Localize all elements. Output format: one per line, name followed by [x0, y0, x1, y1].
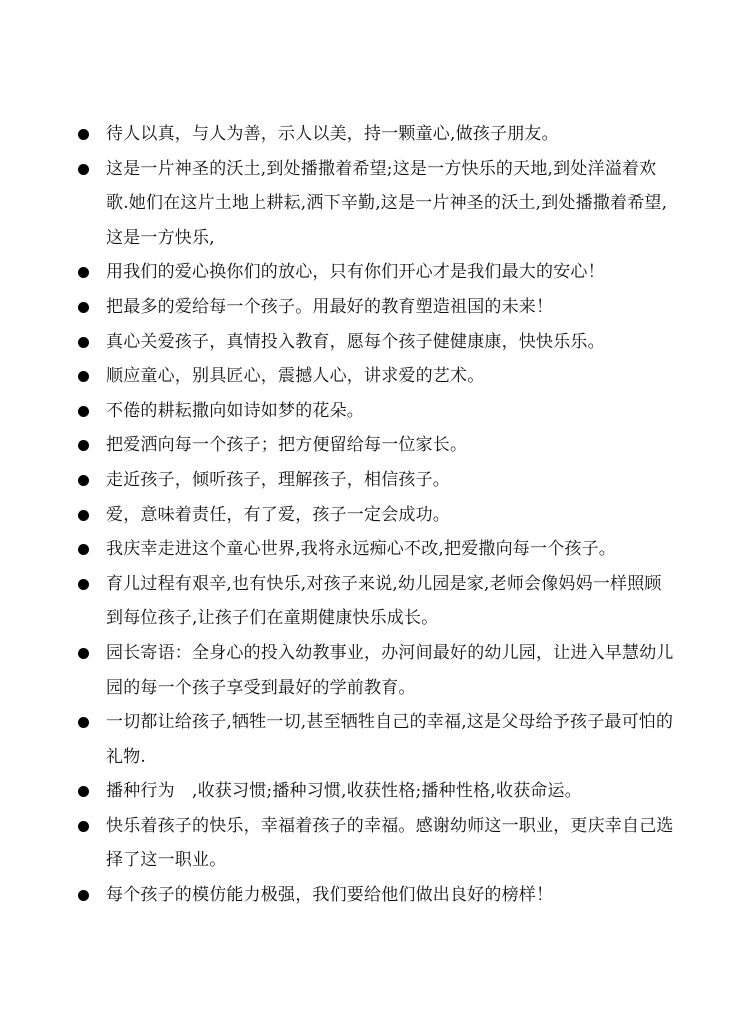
list-item-text: 育儿过程有艰辛,也有快乐,对孩子来说,幼儿园是家,老师会像妈妈一样照顾到每位孩子,让孩子们在童期健康快乐成长。	[106, 573, 662, 629]
list-item-text: 爱，意味着责任，有了爱，孩子一定会成功。	[106, 504, 450, 525]
list-item	[74, 705, 674, 774]
bullet-dot-icon	[78, 579, 89, 590]
list-item-text: 园长寄语：全身心的投入幼教事业，办河间最好的幼儿园，让进入早慧幼儿园的每一个孩子享受到最好的学前教育。	[106, 642, 674, 698]
bullet-dot-icon	[78, 267, 89, 278]
list-item-text: 这是一片神圣的沃土,到处播撒着希望;这是一方快乐的天地,到处洋溢着欢歌.她们在这片土地上耕耘,洒下辛勤,这是一片神圣的沃土,到处播撒着希望,这是一方快乐,	[106, 158, 668, 248]
list-item-text: 真心关爱孩子，真情投入教育，愿每个孩子健健康康，快快乐乐。	[106, 331, 605, 352]
list-item	[74, 359, 674, 394]
list-item-text: 把最多的爱给每一个孩子。用最好的教育塑造祖国的未来！	[106, 296, 554, 317]
list-item-text: 顺应童心，别具匠心，震撼人心，讲求爱的艺术。	[106, 366, 485, 387]
list-item	[74, 774, 674, 809]
list-item-text: 每个孩子的模仿能力极强，我们要给他们做出良好的榜样！	[106, 885, 554, 906]
bullet-dot-icon	[78, 544, 89, 555]
bullet-dot-icon	[78, 648, 89, 659]
list-item-text: 快乐着孩子的快乐，幸福着孩子的幸福。感谢幼师这一职业，更庆幸自己选择了这一职业。	[106, 815, 674, 871]
list-item	[74, 117, 674, 152]
list-item-text: 用我们的爱心换你们的放心，只有你们开心才是我们最大的安心！	[106, 262, 605, 283]
bullet-dot-icon	[78, 821, 89, 832]
bullet-dot-icon	[78, 786, 89, 797]
list-item	[74, 394, 674, 429]
bullet-dot-icon	[78, 717, 89, 728]
list-item-text: 播种行为 ,收获习惯;播种习惯,收获性格;播种性格,收获命运。	[106, 781, 582, 802]
list-item	[74, 567, 674, 636]
list-item-text: 待人以真，与人为善，示人以美，持一颗童心,做孩子朋友。	[106, 124, 559, 144]
bullet-dot-icon	[78, 890, 89, 901]
list-item	[74, 878, 674, 913]
list-item	[74, 290, 674, 325]
list-item	[74, 636, 674, 705]
bullet-dot-icon	[78, 302, 89, 313]
bullet-dot-icon	[78, 337, 89, 348]
bullet-dot-icon	[78, 440, 89, 451]
list-item-text: 把爱洒向每一个孩子；把方便留给每一位家长。	[106, 435, 468, 456]
bullet-dot-icon	[78, 475, 89, 486]
list-item	[74, 428, 674, 463]
list-item	[74, 152, 674, 256]
list-item	[74, 532, 674, 567]
bullet-dot-icon	[78, 129, 89, 140]
list-item-text: 走近孩子，倾听孩子，理解孩子，相信孩子。	[106, 469, 450, 490]
list-item	[74, 498, 674, 533]
bullet-dot-icon	[78, 406, 89, 417]
list-item	[74, 255, 674, 290]
list-item	[74, 809, 674, 878]
list-item	[74, 325, 674, 360]
list-item-text: 我庆幸走进这个童心世界,我将永远痴心不改,把爱撒向每一个孩子。	[106, 539, 617, 560]
bullet-dot-icon	[78, 164, 89, 175]
bullet-dot-icon	[78, 371, 89, 382]
list-item-text: 不倦的耕耘撒向如诗如梦的花朵。	[106, 400, 364, 421]
bullet-dot-icon	[78, 510, 89, 521]
list-item	[74, 463, 674, 498]
list-item-text: 一切都让给孩子,牺牲一切,甚至牺牲自己的幸福,这是父母给予孩子最可怕的礼物.	[106, 712, 674, 767]
bullet-list	[74, 117, 674, 913]
